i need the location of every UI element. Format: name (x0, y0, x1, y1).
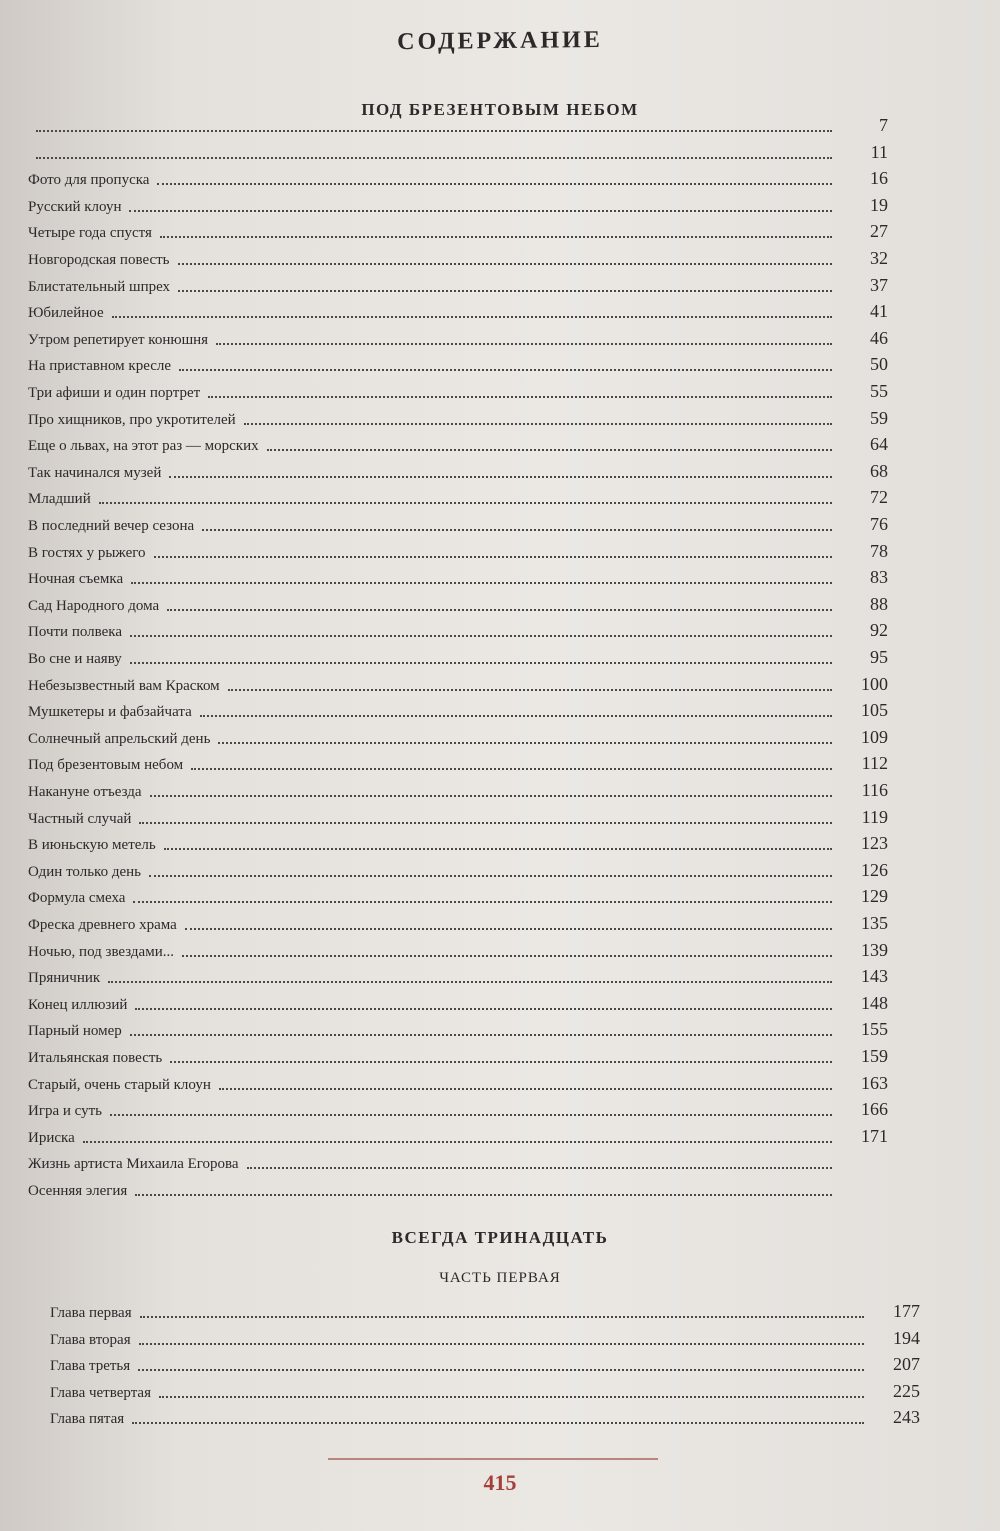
toc-entry-title: Почти полвека (28, 624, 123, 641)
toc-entry-title: Глава третья (50, 1358, 131, 1374)
toc-leader-dots (139, 1331, 864, 1345)
toc-leader-dots (130, 623, 832, 637)
toc-leader-dots (169, 464, 832, 478)
toc-entry-title: Новгородская повесть (28, 252, 170, 268)
toc-entry-title: Ночью, под звездами... (28, 943, 174, 960)
toc-entry-title: Еще о львах, на этот раз — морских (28, 438, 259, 455)
toc-entry (28, 883, 888, 907)
toc-entry (28, 351, 888, 375)
toc-entry-title: Глава четвертая (50, 1384, 151, 1401)
toc-entry-page: 171 (861, 1125, 888, 1146)
toc-entry-title: Парный номер (28, 1023, 122, 1040)
toc-leader-dots (132, 1410, 864, 1424)
toc-entry-title: Итальянская повесть (28, 1050, 163, 1066)
toc-leader-dots (108, 969, 832, 983)
toc-entry (28, 963, 888, 987)
toc-entry (28, 245, 888, 269)
toc-leader-dots (139, 810, 832, 824)
toc-leader-dots (133, 889, 832, 903)
toc-leader-dots (191, 756, 832, 770)
toc-entry-title: Юбилейное (28, 305, 104, 322)
toc-leader-dots (185, 916, 832, 930)
toc-leader-dots (150, 783, 832, 797)
toc-entry-page: 126 (861, 859, 888, 880)
toc-entry-page: 64 (870, 434, 888, 455)
toc-entry (28, 1123, 888, 1147)
toc-entry-page: 194 (893, 1327, 920, 1348)
toc-entry-title: Блистательный шпрех (28, 278, 171, 295)
toc-entry (28, 564, 888, 588)
toc-entry (50, 1325, 920, 1349)
toc-leader-dots (130, 1022, 832, 1036)
toc-entry (28, 750, 888, 774)
toc-entry (28, 830, 888, 854)
toc-entry-page: 116 (861, 780, 888, 800)
toc-entry-page: 72 (870, 487, 888, 508)
toc-entry-title: Фото для пропуска (28, 172, 150, 189)
toc-entry-page: 177 (893, 1301, 920, 1321)
toc-entry-page: 139 (861, 939, 888, 960)
toc-entry-page: 50 (870, 354, 888, 375)
section-title-2: ВСЕГДА ТРИНАДЦАТЬ (391, 1228, 609, 1247)
toc-entry (28, 617, 888, 641)
toc-entry (28, 1176, 888, 1200)
toc-leader-dots (178, 251, 832, 265)
toc-leader-dots (178, 278, 832, 292)
toc-entry (28, 1149, 888, 1173)
toc-entry (50, 1378, 920, 1402)
toc-entry-title: Жизнь артиста Михаила Егорова (28, 1156, 239, 1173)
toc-entry-page: 55 (870, 381, 888, 401)
toc-entry-title: Игра и суть (28, 1103, 103, 1120)
toc-entry (28, 139, 888, 163)
toc-entry-page: 112 (861, 753, 888, 774)
toc-entry-title: Старый, очень старый клоун (28, 1076, 211, 1093)
toc-entry-page: 225 (893, 1380, 920, 1401)
toc-entry-title: Под брезентовым небом (28, 757, 184, 774)
toc-entry-page: 16 (870, 168, 888, 189)
toc-entry-page: 123 (861, 833, 888, 854)
toc-leader-dots (208, 384, 832, 398)
toc-entry (28, 431, 888, 455)
toc-entry-title: Четыре года спустя (28, 225, 152, 242)
toc-entry-page: 76 (870, 514, 888, 534)
toc-entry-page: 41 (870, 301, 888, 322)
toc-entry-page: 148 (861, 992, 888, 1013)
toc-entry (50, 1298, 920, 1322)
toc-entry-page: 27 (870, 221, 888, 242)
toc-entry-title: Во сне и наяву (28, 651, 122, 667)
toc-entry (28, 644, 888, 668)
toc-entry (28, 458, 888, 482)
toc-entry-page: 109 (861, 726, 888, 747)
toc-leader-dots (267, 437, 832, 451)
toc-entry-page: 46 (870, 327, 888, 348)
toc-entry-page: 11 (870, 141, 888, 162)
toc-entry-page: 243 (893, 1407, 920, 1427)
toc-entry (28, 1096, 888, 1120)
toc-entry-title: На приставном кресле (28, 358, 172, 375)
toc-entry (28, 218, 888, 242)
toc-entry-title: Ириска (28, 1129, 75, 1146)
toc-entry (28, 325, 888, 349)
toc-entry (28, 378, 888, 402)
toc-leader-dots (154, 544, 832, 558)
toc-entry-title: Утром репетирует конюшня (28, 331, 209, 348)
toc-entry (28, 671, 888, 695)
toc-entry-title: Накануне отъезда (28, 784, 142, 800)
toc-entry-page: 163 (861, 1072, 888, 1093)
toc-leader-dots (244, 411, 832, 425)
toc-entry-page: 78 (870, 540, 888, 561)
toc-leader-dots (200, 703, 832, 717)
toc-entry-title: Про хищников, про укротителей (28, 411, 236, 428)
toc-entry (50, 1351, 920, 1375)
toc-leader-dots (131, 570, 832, 584)
toc-leader-dots (159, 1384, 864, 1398)
toc-entry-page: 59 (870, 407, 888, 428)
toc-leader-dots (219, 1076, 832, 1090)
toc-leader-dots (160, 224, 832, 238)
toc-entry (28, 298, 888, 322)
toc-entry (28, 697, 888, 721)
toc-entry (28, 511, 888, 535)
section-title-1: ПОД БРЕЗЕНТОВЫМ НЕБОМ (361, 100, 639, 119)
toc-leader-dots (228, 677, 832, 691)
toc-entry-title: Конец иллюзий (28, 996, 128, 1013)
toc-leader-dots (170, 1049, 832, 1063)
toc-entry (28, 272, 888, 296)
toc-entry (28, 990, 888, 1014)
toc-entry-title: Фреска древнего храма (28, 917, 177, 933)
toc-leader-dots (218, 730, 832, 744)
toc-leader-dots (202, 517, 832, 531)
toc-entry (28, 484, 888, 508)
toc-entry (28, 804, 888, 828)
toc-entry-page: 88 (870, 593, 888, 614)
page-title: СОДЕРЖАНИЕ (397, 26, 603, 56)
divider-rule (328, 1458, 658, 1460)
toc-entry-title: Один только день (28, 863, 141, 880)
toc-leader-dots (83, 1129, 832, 1143)
toc-leader-dots (164, 836, 832, 850)
toc-entry-title: Русский клоун (28, 198, 122, 215)
toc-entry (50, 1404, 920, 1428)
toc-entry (28, 538, 888, 562)
toc-leader-dots (138, 1357, 864, 1371)
toc-entry (28, 405, 888, 429)
toc-leader-dots (36, 145, 832, 159)
toc-entry-page: 92 (870, 620, 888, 641)
toc-entry-page: 143 (861, 966, 888, 987)
toc-leader-dots (140, 1304, 864, 1318)
toc-entry-title: В июньскую метель (28, 837, 156, 854)
toc-entry-title: Глава пятая (50, 1411, 125, 1427)
toc-leader-dots (36, 118, 832, 132)
toc-leader-dots (157, 171, 832, 185)
toc-entry-page: 83 (870, 567, 888, 588)
toc-entry-title: В последний вечер сезона (28, 518, 195, 534)
toc-entry-page: 37 (870, 274, 888, 295)
toc-entry-page: 105 (861, 700, 888, 721)
toc-entry (28, 591, 888, 615)
toc-entry (28, 910, 888, 934)
toc-leader-dots (247, 1155, 832, 1169)
toc-entry-page: 155 (861, 1019, 888, 1040)
toc-entry (28, 192, 888, 216)
toc-entry (28, 165, 888, 189)
toc-leader-dots (129, 198, 832, 212)
toc-leader-dots (135, 996, 832, 1010)
toc-leader-dots (99, 490, 832, 504)
part-title: ЧАСТЬ ПЕРВАЯ (439, 1270, 561, 1286)
toc-entry-page: 32 (870, 248, 888, 268)
toc-entry-page: 68 (870, 460, 888, 481)
toc-leader-dots (182, 943, 832, 957)
toc-entry-title: Ночная съемка (28, 571, 124, 588)
toc-entry-title: Глава первая (50, 1305, 132, 1321)
toc-leader-dots (179, 357, 832, 371)
toc-entry-title: Частный случай (28, 810, 132, 827)
toc-leader-dots (216, 331, 832, 345)
toc-entry (28, 1043, 888, 1067)
page-number: 415 (483, 1470, 517, 1495)
toc-entry-title: Солнечный апрельский день (28, 730, 211, 747)
toc-entry (28, 857, 888, 881)
toc-entry (28, 777, 888, 801)
toc-entry-title: Небезызвестный вам Краском (28, 677, 220, 694)
toc-entry-page: 95 (870, 647, 888, 667)
toc-entry (28, 724, 888, 748)
toc-entry-page: 166 (861, 1099, 888, 1120)
toc-entry-page: 159 (861, 1046, 888, 1066)
toc-entry-page: 19 (870, 194, 888, 215)
toc-entry-title: Пряничник (28, 970, 101, 987)
toc-entry-title: Осенняя элегия (28, 1183, 128, 1199)
toc-leader-dots (135, 1182, 832, 1196)
toc-entry-title: Три афиши и один портрет (28, 385, 201, 401)
toc-leader-dots (167, 597, 832, 611)
toc-entry-page: 207 (893, 1354, 920, 1374)
toc-entry-page: 100 (861, 673, 888, 694)
toc-entry-page: 7 (879, 115, 888, 135)
toc-entry (28, 937, 888, 961)
toc-entry (28, 1016, 888, 1040)
toc-leader-dots (112, 304, 832, 318)
toc-entry-title: Так начинался музей (28, 464, 162, 481)
toc-entry-title: Младший (28, 491, 91, 508)
toc-entry-title: Глава вторая (50, 1331, 131, 1348)
toc-entry-page: 129 (861, 886, 888, 907)
toc-entry-title: Сад Народного дома (28, 597, 160, 614)
toc-entry-title: В гостях у рыжего (28, 544, 146, 561)
toc-leader-dots (130, 650, 832, 664)
toc-entry (28, 112, 888, 136)
toc-leader-dots (110, 1102, 832, 1116)
toc-leader-dots (149, 863, 832, 877)
toc-entry-title: Формула смеха (28, 890, 126, 907)
toc-entry (28, 1070, 888, 1094)
toc-entry-page: 119 (861, 806, 888, 827)
toc-entry-title: Мушкетеры и фабзайчата (28, 704, 192, 721)
toc-entry-page: 135 (861, 913, 888, 933)
